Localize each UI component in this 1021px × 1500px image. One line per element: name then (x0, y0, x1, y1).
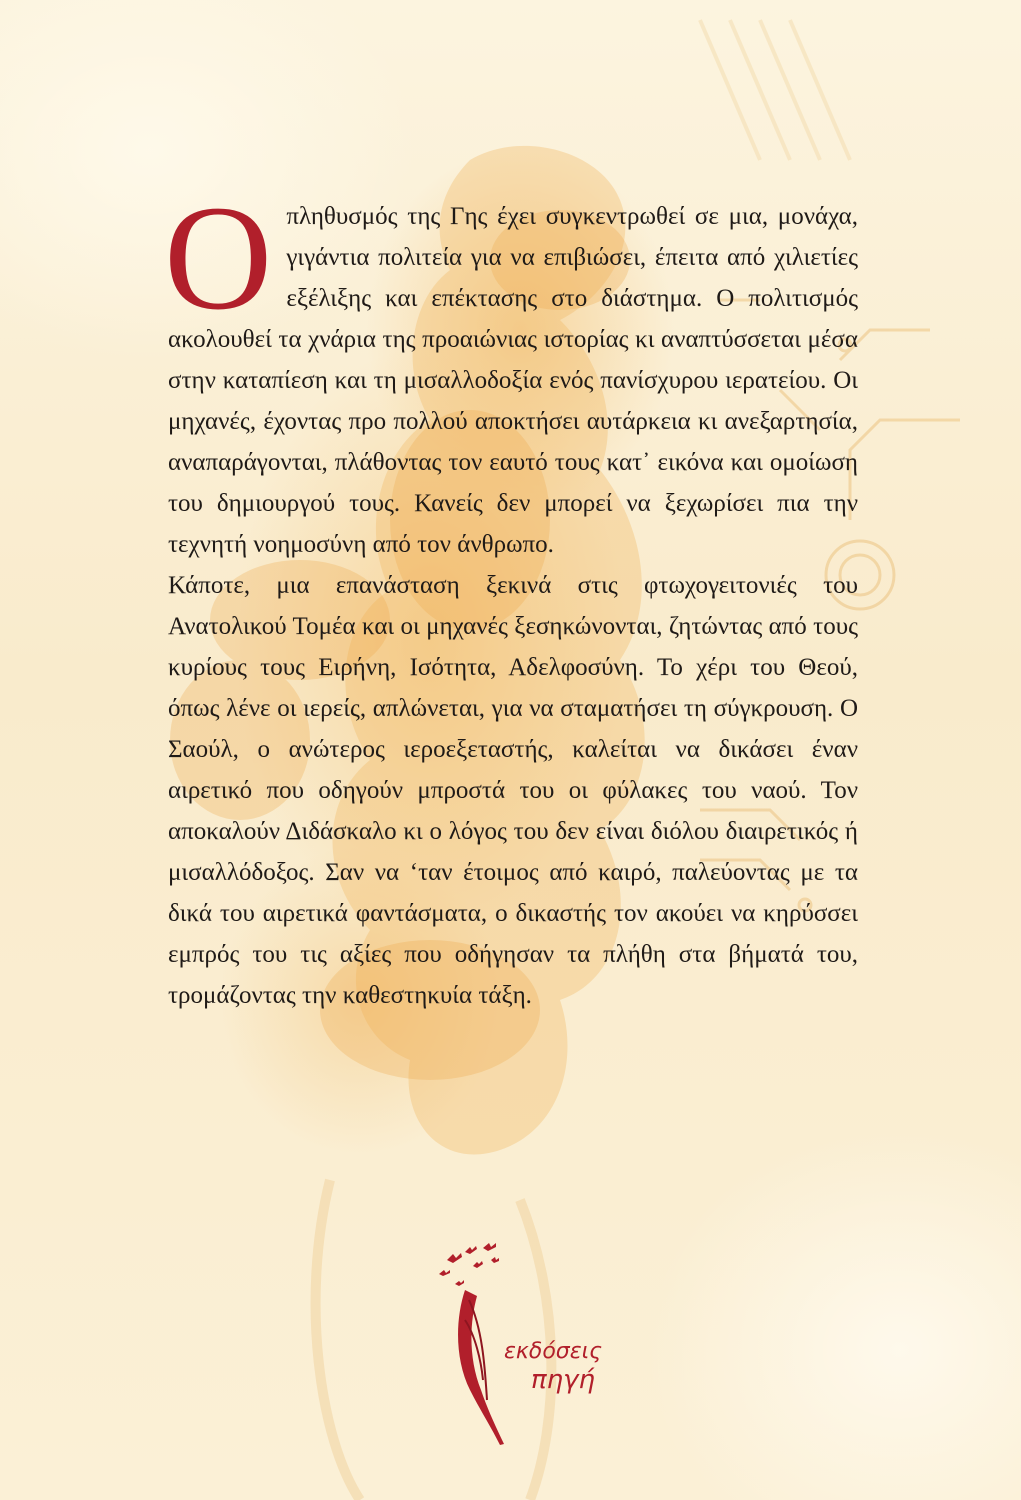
synopsis-paragraph-1 (164, 175, 858, 565)
synopsis-paragraph-2: Κάποτε, μια επανάσταση ξεκινά στις φτωχογειτονιές του Ανατολικού Τομέα και οι μηχανές ξεσηκώνονται, ζητώντας από τους κυρίους τους Ειρήνη, Ισότητα, Αδελφοσύνη. Το χέρι του Θεού, όπως λένε οι ιερείς, απλώνεται, για να σταματήσει τη σύγκρουση. Ο Σαούλ, ο ανώτερος ιεροεξεταστής, καλείται να δικάσει έναν αιρετικό που οδηγούν μπροστά του οι φύλακες του ναού. Τον αποκαλούν Διδάσκαλο κι ο λόγος του δεν είναι διόλου διαιρετικός ή μισαλλόδοξος. Σαν να ‘ταν έτοιμος από καιρό, παλεύοντας με τα δικά του αιρετικά φαντάσματα, ο δικαστής τον ακούει να κηρύσσει εμπρός του τις αξίες που οδήγησαν τα πλήθη στα βήματά του, τρομάζοντας την καθεστηκυία τάξη. (168, 572, 858, 1009)
paragraph-1-text: πληθυσμός της Γης έχει συγκεντρωθεί σε μια, μονάχα, γιγάντια πολιτεία για να επιβιώσει, έπειτα από χιλιετίες εξέλιξης και επέκτασης στο διάστημα. Ο πολιτισμός ακολουθεί τα χνάρια της προαιώνιας ιστορίας κι αναπτύσσεται μέσα στην καταπίεση και τη μισαλλοδοξία ενός πανίσχυρου ιερατείου. Οι μηχανές, έχοντας προ πολλού αποκτήσει αυτάρκεια κι ανεξαρτησία, αναπαράγονται, πλάθοντας τον εαυτό τους κατ᾿ εικόνα και ομοίωση του δημιουργού τους. Κανείς δεν μπορεί να ξεχωρίσει πια την τεχνητή νοημοσύνη από τον άνθρωπο. (168, 203, 858, 558)
publisher-name (478, 1338, 628, 1394)
drop-cap: Ο (164, 175, 273, 341)
synopsis-text (164, 175, 858, 1016)
publisher-name-line1: εκδόσεις (504, 1339, 602, 1364)
decorative-stripes (700, 20, 850, 160)
publisher-name-line2: πηγή (531, 1365, 595, 1395)
